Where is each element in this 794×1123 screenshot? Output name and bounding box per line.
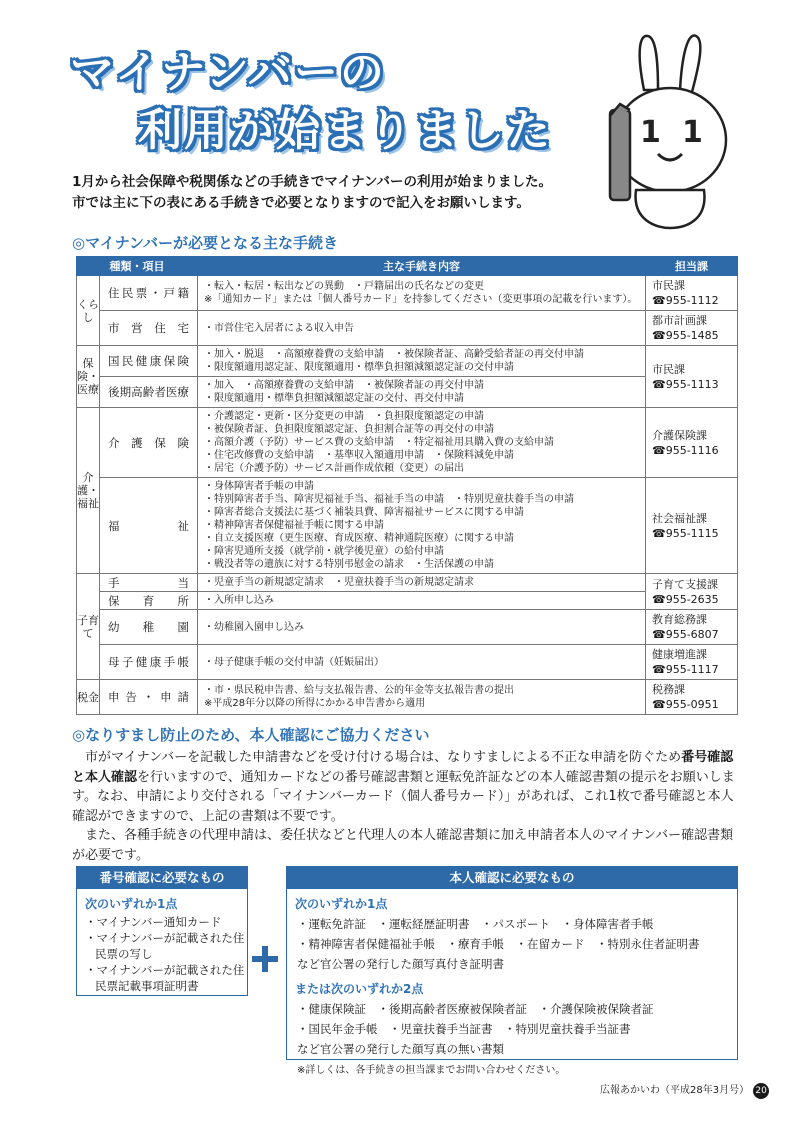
dept-juminhyo: 市民課 ☎955-1112 <box>646 276 738 311</box>
item-kokuho: 国民健康保険 <box>100 346 198 377</box>
table-row <box>77 592 738 610</box>
desc-kokuho: ・加入・脱退 ・高額療養費の支給申請 ・被保険者証、高齢受給者証の再交付申請 ・限度額適用認定証、限度額適用・標準負担額減額認定証の交付申請 <box>198 346 646 377</box>
desc-kaigo: ・介護認定・更新・区分変更の申請 ・負担限度額認定の申請 ・被保険者証、負担限度額認定証、負担割合証等の再交付の申請 ・高額介護（予防）サービス費の支給申請 ・特定福祉用具購入費の支給申請 ・住宅改修費の支給申請 ・基準収入額適用申請 ・保険料減免申請 ・居宅（介護予防）サービス計画作成依頼（変更）の届出 <box>198 408 646 478</box>
category-kosodate: 子育て <box>77 574 100 680</box>
mascot-eye-right: 1 <box>682 115 703 150</box>
table-row <box>77 574 738 592</box>
header-content: 主な手続き内容 <box>198 257 646 276</box>
table-row <box>77 276 738 311</box>
list-item: ・マイナンバー通知カード <box>85 915 222 929</box>
category-zeikin: 税金 <box>77 680 100 715</box>
number-check-header: 番号確認に必要なもの <box>77 867 247 889</box>
body-paragraph-1: 市がマイナンバーを記載した申請書などを受け付ける場合は、なりすましによる不正な申請を防ぐため番号確認と本人確認を行いますので、通知カードなどの番号確認書類と運転免許証などの本人確認書類の提示をお願いします。なお、申請により交付される「マイナンバーカード（個人番号カード）」があれば、これ1枚で番号確認と本人確認ができますので、上記の書類は不要です。 <box>72 750 735 824</box>
title-line-2: 利用が始まりました <box>138 105 552 156</box>
dept-kokuho: 市民課 ☎955-1113 <box>646 346 738 408</box>
body-paragraph-2: また、各種手続きの代理申請は、委任状などと代理人の本人確認書類に加え申請者本人のマイナンバー確認書類が必要です。 <box>72 828 734 863</box>
identity-check-header: 本人確認に必要なもの <box>287 867 737 889</box>
table-row <box>77 478 738 574</box>
desc-juminhyo: ・転入・転居・転出などの異動 ・戸籍届出の氏名などの変更 ※「通知カード」または「個人番号カード」を持参してください（変更事項の記載を行います）。 <box>198 276 646 311</box>
list-item: ・精神障害者保健福祉手帳 ・療育手帳 ・在留カード ・特別永住者証明書 <box>297 937 700 951</box>
list-item: ・国民年金手帳 ・児童扶養手当証書 ・特別児童扶養手当証書 <box>297 1022 631 1036</box>
table-header-row <box>77 257 738 276</box>
desc-hoiku: ・入所申し込み <box>198 592 646 610</box>
dept-shiei: 都市計画課 ☎955-1485 <box>646 311 738 346</box>
identity-check-box <box>286 866 738 1076</box>
dept-yochien: 教育総務課 ☎955-6807 <box>646 610 738 645</box>
mynumber-mascot-icon <box>596 30 746 230</box>
title-line-1: マイナンバーの <box>70 47 386 98</box>
desc-koki: ・加入 ・高額療養費の支給申請 ・被保険者証の再交付申請 ・限度額適用・標準負担額減額認定証の交付、再交付申請 <box>198 377 646 408</box>
table-row <box>77 408 738 478</box>
list-item: ・マイナンバーが記載された住民票記載事項証明書 <box>85 963 245 993</box>
number-check-box <box>76 866 248 996</box>
dept-kaigo: 介護保険課 ☎955-1116 <box>646 408 738 478</box>
plus-icon <box>252 946 278 972</box>
table-row <box>77 377 738 408</box>
procedures-table <box>76 256 738 715</box>
category-kurashi: くらし <box>77 276 100 346</box>
item-shinkoku: 申告・申請 <box>100 680 198 715</box>
list-item: など官公署の発行した顔写真付き証明書 <box>297 957 504 971</box>
item-yochien: 幼稚園 <box>100 610 198 645</box>
item-kaigo: 介護保険 <box>100 408 198 478</box>
identity-check-note: ※詳しくは、各手続きの担当課までお問い合わせください。 <box>297 1065 566 1076</box>
section-heading-identity: ◎なりすまし防止のため、本人確認にご協力ください <box>72 726 430 744</box>
item-teate: 手当 <box>100 574 198 592</box>
page-number: 20 <box>753 1083 769 1099</box>
item-juminhyo: 住民票・戸籍 <box>100 276 198 311</box>
table-row <box>77 680 738 715</box>
page-title <box>70 44 590 160</box>
identity-body-text <box>72 748 740 865</box>
table-row <box>77 645 738 680</box>
identity-check-sub2: または次のいずれか2点 <box>295 982 424 996</box>
category-kaigo: 介護・福祉 <box>77 408 100 574</box>
desc-yochien: ・幼稚園入園申し込み <box>198 610 646 645</box>
intro-text <box>72 172 612 214</box>
list-item: ・マイナンバーが記載された住民票の写し <box>85 931 245 961</box>
desc-fukushi: ・身体障害者手帳の申請 ・特別障害者手当、障害児福祉手当、福祉手当の申請 ・特別児童扶養手当の申請 ・障害者総合支援法に基づく補装具費、障害福祉サービスに関する申請 ・精神障害者保健福祉手帳に関する申請 ・自立支援医療（更生医療、育成医療、精神通院医療）に関する申請 ・障害児通所支援（就学前・就学後児童）の給付申請 ・戦没者等の遺族に対する特別弔慰金の請求 ・生活保護の申請 <box>198 478 646 574</box>
item-hoiku: 保育所 <box>100 592 198 610</box>
header-dept: 担当課 <box>646 257 738 276</box>
intro-line-1: 1月から社会保障や税関係などの手続きでマイナンバーの利用が始まりました。 <box>72 174 553 190</box>
category-hoken: 保険・医療 <box>77 346 100 408</box>
dept-boshi: 健康増進課 ☎955-1117 <box>646 645 738 680</box>
desc-shinkoku: ・市・県民税申告書、給与支払報告書、公的年金等支払報告書の提出 ※平成28年分以降の所得にかかる申告書から適用 <box>198 680 646 715</box>
item-boshi: 母子健康手帳 <box>100 645 198 680</box>
header-type: 種類・項目 <box>77 257 198 276</box>
mascot-eye-left: 1 <box>640 115 661 150</box>
table-row <box>77 610 738 645</box>
item-shiei: 市営住宅 <box>100 311 198 346</box>
desc-boshi: ・母子健康手帳の交付申請（妊娠届出） <box>198 645 646 680</box>
dept-fukushi: 社会福祉課 ☎955-1115 <box>646 478 738 574</box>
desc-teate: ・児童手当の新規認定請求 ・児童扶養手当の新規認定請求 <box>198 574 646 592</box>
item-koki: 後期高齢者医療 <box>100 377 198 408</box>
table-row <box>77 311 738 346</box>
item-fukushi: 福祉 <box>100 478 198 574</box>
desc-shiei: ・市営住宅入居者による収入申告 <box>198 311 646 346</box>
number-check-sub: 次のいずれか1点 <box>85 897 178 911</box>
list-item: ・運転免許証 ・運転経歴証明書 ・パスポート ・身体障害者手帳 <box>297 917 654 931</box>
identity-check-sub1: 次のいずれか1点 <box>295 897 388 911</box>
section-heading-procedures: ◎マイナンバーが必要となる主な手続き <box>72 234 338 252</box>
list-item: ・健康保険証 ・後期高齢者医療被保険者証 ・介護保険被保険者証 <box>297 1002 654 1016</box>
list-item: など官公署の発行した顔写真の無い書類 <box>297 1042 504 1056</box>
dept-teate: 子育て支援課 ☎955-2635 <box>646 574 738 610</box>
footer <box>600 1081 769 1099</box>
dept-shinkoku: 税務課 ☎955-0951 <box>646 680 738 715</box>
intro-line-2: 市では主に下の表にある手続きで必要となりますので記入をお願いします。 <box>72 195 530 211</box>
footer-publication: 広報あかいわ（平成28年3月号） <box>600 1085 750 1096</box>
table-row <box>77 346 738 377</box>
